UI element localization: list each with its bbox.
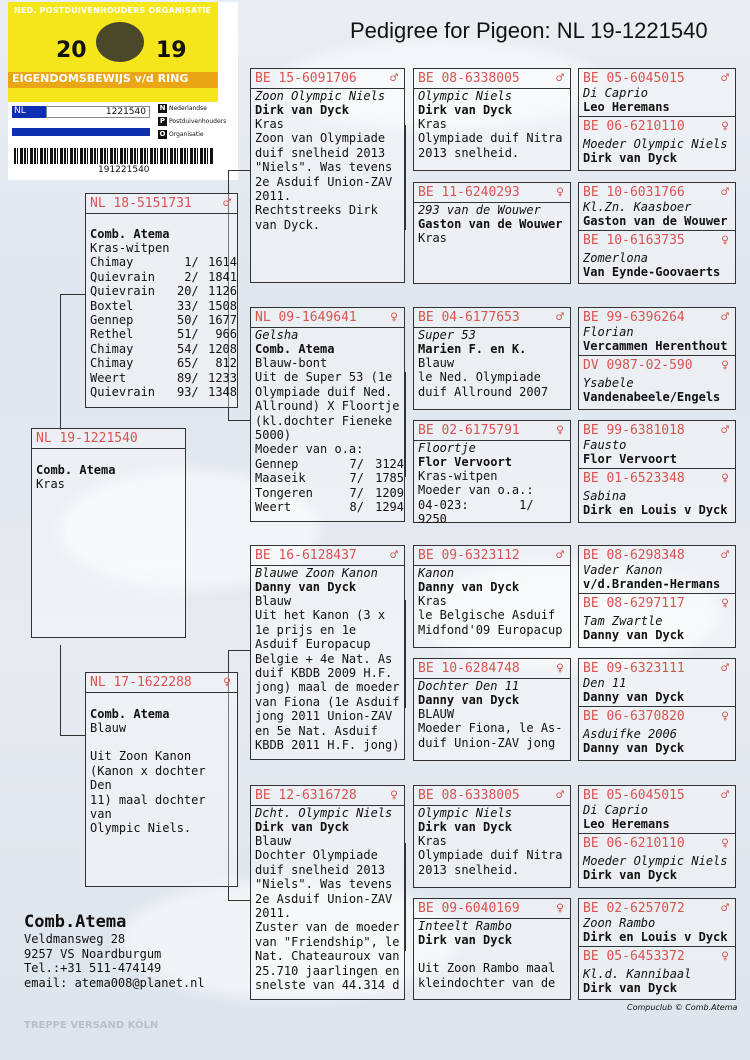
result-row: Maaseik 7/ 1785	[255, 471, 404, 486]
owner: Van Eynde-Goovaerts	[583, 265, 721, 279]
owner: Dirk van Dyck	[583, 868, 677, 882]
pigeon-card-g3	[413, 545, 571, 648]
sex-icon: ♂	[390, 71, 398, 86]
pigeon-name: Kanon	[418, 566, 455, 580]
color: Blauw	[90, 721, 127, 735]
results-table	[90, 255, 237, 399]
emblem-icon	[96, 22, 144, 62]
ring-number: BE 01-6523348	[583, 471, 685, 486]
pigeon-name: Kl.Zn. Kaasboer	[583, 200, 692, 214]
sex-icon: ♀	[721, 471, 729, 486]
sex-icon	[179, 431, 181, 446]
sex-icon: ♂	[556, 310, 564, 325]
owner: Gaston van de Wouwer	[418, 217, 563, 231]
connector	[60, 645, 61, 735]
owner: Danny van Dyck	[583, 628, 685, 642]
pigeon-card-g3	[413, 307, 571, 410]
pigeon-name: Zomerlona	[583, 251, 649, 265]
owner: Dirk van Dyck	[583, 151, 677, 165]
pigeon-card-sire	[85, 193, 238, 408]
result-row: Quievrain 20/ 1126	[90, 284, 237, 299]
sex-icon: ♂	[223, 196, 231, 211]
owner: Dirk van Dyck	[255, 820, 349, 834]
pigeon-name: Di Caprio	[583, 86, 649, 100]
results-table	[255, 457, 404, 515]
description: Blauw-bont Uit de Super 53 (1e Olympiade duif Ned. Allround) X Floortje (kl.dochter Fieneke 5000) Moeder van o.a:	[255, 356, 400, 457]
owner: Danny van Dyck	[255, 580, 357, 594]
pigeon-name: Tam Zwartle	[583, 614, 663, 628]
ring-number: BE 99-6396264	[583, 310, 685, 325]
pigeon-name: Sabina	[583, 489, 627, 503]
ring-number: BE 08-6298348	[583, 548, 685, 563]
pigeon-card-g3	[413, 785, 571, 888]
pigeon-card-g3	[413, 68, 571, 171]
pigeon-pair-g4	[578, 658, 736, 761]
owner: Dirk van Dyck	[583, 981, 677, 995]
description: Kras-witpen Moeder van o.a.: 04-023: 1/ 9250	[418, 469, 534, 527]
sex-icon: ♂	[721, 901, 729, 916]
pigeon-pair-g4	[578, 545, 736, 648]
sex-icon: ♀	[721, 358, 729, 373]
sex-icon: ♀	[721, 949, 729, 964]
pigeon-card-dd	[250, 785, 405, 1000]
sex-icon: ♀	[721, 233, 729, 248]
sex-icon: ♀	[390, 310, 398, 325]
sex-icon: ♀	[223, 675, 231, 690]
owner: Comb. Atema	[36, 463, 116, 477]
pigeon-card-ss	[250, 68, 405, 283]
barcode-number: 191221540	[98, 165, 150, 175]
ring-number: BE 06-6210110	[583, 836, 685, 851]
color: Kras	[36, 477, 65, 491]
description: Blauw Dochter Olympiade duif snelheid 2013 "Niels". Was tevens 2e Asduif Union-ZAV 2011. Zuster van de moeder van "Friendship", le Nat. Chateauroux van 25.710 jaarlingen en snelste van 44.314 d	[255, 834, 400, 993]
connector	[228, 650, 250, 651]
pigeon-card-g3	[413, 658, 571, 761]
pigeon-name: Inteelt Rambo	[418, 919, 512, 933]
sex-icon: ♂	[721, 71, 729, 86]
result-row: Weert 8/ 1294	[255, 500, 404, 515]
ring-number: NL 09-1649641	[255, 310, 357, 325]
pigeon-name: Olympic Niels	[418, 89, 512, 103]
connector	[405, 125, 406, 230]
owner: Dirk van Dyck	[418, 103, 512, 117]
owner: Dirk van Dyck	[418, 820, 512, 834]
ring-number: NL 19-1221540	[36, 431, 138, 446]
sex-icon: ♂	[556, 71, 564, 86]
result-row: Chimay 54/ 1208	[90, 341, 237, 356]
owner: Dirk en Louis v Dyck	[583, 930, 728, 944]
ring-number: BE 02-6175791	[418, 423, 520, 438]
owner: Comb. Atema	[90, 227, 170, 241]
ring-number: BE 09-6323111	[583, 661, 685, 676]
owner: Flor Vervoort	[418, 455, 512, 469]
pigeon-name: Asduifke 2006	[583, 727, 677, 741]
phone: Tel.:+31 511-474149	[24, 961, 162, 975]
ring-number: BE 09-6040169	[418, 901, 520, 916]
result-row: Chimay 1/ 1614	[90, 255, 237, 270]
ring-number: BE 11-6240293	[418, 185, 520, 200]
ring-number: BE 10-6284748	[418, 661, 520, 676]
owner: Vandenabeele/Engels	[583, 390, 721, 404]
owner: v/d.Branden-Hermans	[583, 577, 721, 591]
result-row: Chimay 65/ 812	[90, 356, 237, 371]
result-row: Weert 89/ 1233	[90, 370, 237, 385]
pigeon-name: Fausto	[583, 438, 627, 452]
pigeon-pair-g4	[578, 420, 736, 523]
ring-number: BE 08-6338005	[418, 71, 520, 86]
sex-icon: ♂	[721, 185, 729, 200]
sex-icon: ♂	[721, 423, 729, 438]
ring-number: BE 12-6316728	[255, 788, 357, 803]
sticker-ring-number: 1221540	[46, 106, 150, 118]
connector	[405, 372, 406, 477]
description: Blauw Uit het Kanon (3 x 1e prijs en 1e Asduif Europacup Belgie + 4e Nat. As duif KBDB 2009 H.F. jong) maal de moeder van Fiona (1e Asduif jong 2011 Union-ZAV en 5e Nat. Asduif KBDB 2011 H.F. jong)	[255, 594, 400, 753]
owner: Leo Heremans	[583, 100, 670, 114]
pigeon-name: Zoon Rambo	[583, 916, 656, 930]
owner: Marien F. en K.	[418, 342, 527, 356]
pigeon-name: Dochter Den 11	[418, 679, 520, 693]
pigeon-card-dam	[85, 672, 238, 887]
owner: Leo Heremans	[583, 817, 670, 831]
email: email: atema008@planet.nl	[24, 975, 205, 990]
pigeon-name: Gelsha	[255, 328, 299, 342]
pigeon-name: Di Caprio	[583, 803, 649, 817]
connector	[60, 294, 85, 295]
ring-number: DV 0987-02-590	[583, 358, 693, 373]
connector	[228, 170, 250, 171]
pigeon-card-subject	[31, 428, 186, 638]
owner: Danny van Dyck	[583, 741, 685, 755]
owner: Vercammen Herenthout	[583, 339, 728, 353]
pigeon-name: Dcht. Olympic Niels	[255, 806, 393, 820]
pigeon-pair-g4	[578, 785, 736, 888]
ring-number: BE 08-6297117	[583, 596, 685, 611]
owner: Comb. Atema	[90, 707, 170, 721]
ring-number: BE 02-6257072	[583, 901, 685, 916]
result-row: Quievrain 93/ 1348	[90, 385, 237, 400]
pigeon-name: Kl.d. Kannibaal	[583, 967, 692, 981]
sticker-country: NL	[12, 106, 46, 118]
owner: Comb. Atema	[255, 342, 335, 356]
copyright: Compuclub © Comb.Atema	[627, 1003, 738, 1012]
description: BLAUW Moeder Fiona, le As- duif Union-ZAV jong	[418, 707, 563, 750]
description: Kras Olympiade duif Nitra 2013 snelheid.	[418, 834, 563, 877]
description: Uit Zoon Rambo maal kleindochter van de	[418, 961, 556, 990]
owner: Flor Vervoort	[583, 452, 677, 466]
sex-icon: ♂	[721, 661, 729, 676]
color: Kras-witpen	[90, 241, 170, 255]
description: Uit Zoon Kanon (Kanon x dochter Den 11) maal dochter van Olympic Niels.	[90, 749, 206, 836]
ring-number: BE 05-6045015	[583, 71, 685, 86]
pigeon-card-g3	[413, 898, 571, 1000]
sex-icon: ♀	[721, 119, 729, 134]
pigeon-pair-g4	[578, 182, 736, 284]
description: Kras	[418, 231, 447, 245]
ring-number: BE 05-6453372	[583, 949, 685, 964]
description: Kras le Belgische Asduif Midfond'09 Europacup	[418, 594, 563, 637]
pigeon-name: Ysabele	[583, 376, 634, 390]
sex-icon: ♀	[390, 788, 398, 803]
pigeon-card-sd	[250, 307, 405, 522]
pigeon-name: Den 11	[583, 676, 627, 690]
ring-number: BE 16-6128437	[255, 548, 357, 563]
owner: Dirk en Louis v Dyck	[583, 503, 728, 517]
pigeon-name: Super 53	[418, 328, 476, 342]
sex-icon: ♀	[721, 596, 729, 611]
owner: Danny van Dyck	[418, 580, 520, 594]
pigeon-card-g3	[413, 420, 571, 527]
sex-icon: ♀	[556, 901, 564, 916]
ring-number: NL 17-1622288	[90, 675, 192, 690]
sticker-blue-bar	[12, 128, 150, 136]
breeder-address	[24, 912, 205, 990]
pigeon-pair-g4	[578, 898, 736, 1000]
owner: Danny van Dyck	[418, 693, 520, 707]
pigeon-name: Blauwe Zoon Kanon	[255, 566, 378, 580]
sex-icon: ♂	[721, 548, 729, 563]
result-row: Tongeren 7/ 1209	[255, 485, 404, 500]
pigeon-card-g3	[413, 182, 571, 284]
pigeon-name: Florian	[583, 325, 634, 339]
result-row: Rethel 51/ 966	[90, 327, 237, 342]
sticker-org: NED. POSTDUIVENHOUDERS ORGANISATIE	[14, 6, 212, 15]
connector	[405, 600, 406, 708]
sex-icon: ♀	[721, 709, 729, 724]
connector	[405, 843, 406, 951]
sex-icon: ♀	[721, 836, 729, 851]
description: Blauw le Ned. Olympiade duif Allround 2007	[418, 356, 549, 399]
owner: Dirk van Dyck	[418, 933, 512, 947]
ring-number: BE 06-6210110	[583, 119, 685, 134]
connector	[228, 420, 250, 421]
owner: Gaston van de Wouwer	[583, 214, 728, 228]
connector	[60, 294, 61, 430]
owner: Danny van Dyck	[583, 690, 685, 704]
ring-number: BE 99-6381018	[583, 423, 685, 438]
connector	[228, 900, 250, 901]
sex-icon: ♂	[556, 788, 564, 803]
result-row: Gennep 7/ 3124	[255, 456, 404, 471]
address-line: Veldmansweg 28	[24, 932, 126, 946]
breeder-name: Comb.Atema	[24, 912, 127, 932]
ring-number: BE 06-6370820	[583, 709, 685, 724]
pigeon-pair-g4	[578, 307, 736, 410]
sex-icon: ♀	[556, 661, 564, 676]
ring-number: BE 04-6177653	[418, 310, 520, 325]
sticker-year-right: 19	[156, 38, 187, 63]
barcode	[14, 148, 214, 164]
sex-icon: ♂	[721, 310, 729, 325]
ring-certificate-sticker	[8, 2, 238, 180]
sticker-eigendom: EIGENDOMSBEWIJS v/d RING	[12, 72, 189, 85]
sex-icon: ♀	[556, 185, 564, 200]
ring-number: BE 10-6163735	[583, 233, 685, 248]
result-row: Boxtel 33/ 1508	[90, 298, 237, 313]
pigeon-pair-g4	[578, 68, 736, 171]
result-row: Quievrain 2/ 1841	[90, 269, 237, 284]
sticker-npo: N Nederlandse P Postduivenhouders O Organisatie	[159, 104, 227, 138]
pigeon-name: Moeder Olympic Niels	[583, 137, 728, 151]
ring-number: BE 08-6338005	[418, 788, 520, 803]
description: Kras Zoon van Olympiade duif snelheid 2013 "Niels". Was tevens 2e Asduif Union-ZAV 2011. Rechtstreeks Dirk van Dyck.	[255, 117, 393, 232]
owner: Dirk van Dyck	[255, 103, 349, 117]
pigeon-name: 293 van de Wouwer	[418, 203, 541, 217]
sex-icon: ♂	[721, 788, 729, 803]
watermark: TREPPE VERSAND KÖLN	[24, 1020, 159, 1031]
pigeon-name: Floortje	[418, 441, 476, 455]
page-title: Pedigree for Pigeon: NL 19-1221540	[350, 18, 708, 43]
pigeon-card-ds	[250, 545, 405, 760]
ring-number: BE 05-6045015	[583, 788, 685, 803]
ring-number: BE 09-6323112	[418, 548, 520, 563]
connector	[60, 735, 85, 736]
result-row: Gennep 50/ 1677	[90, 313, 237, 328]
address-line: 9257 VS Noardburgum	[24, 946, 162, 961]
pigeon-name: Moeder Olympic Niels	[583, 854, 728, 868]
sex-icon: ♂	[390, 548, 398, 563]
pigeon-name: Olympic Niels	[418, 806, 512, 820]
sticker-year-left: 20	[56, 38, 87, 63]
sex-icon: ♂	[556, 548, 564, 563]
ring-number: BE 15-6091706	[255, 71, 357, 86]
pigeon-name: Vader Kanon	[583, 563, 663, 577]
sex-icon: ♀	[556, 423, 564, 438]
pigeon-name: Zoon Olympic Niels	[255, 89, 386, 103]
ring-number: NL 18-5151731	[90, 196, 192, 211]
ring-number: BE 10-6031766	[583, 185, 685, 200]
description: Kras Olympiade duif Nitra 2013 snelheid.	[418, 117, 563, 160]
